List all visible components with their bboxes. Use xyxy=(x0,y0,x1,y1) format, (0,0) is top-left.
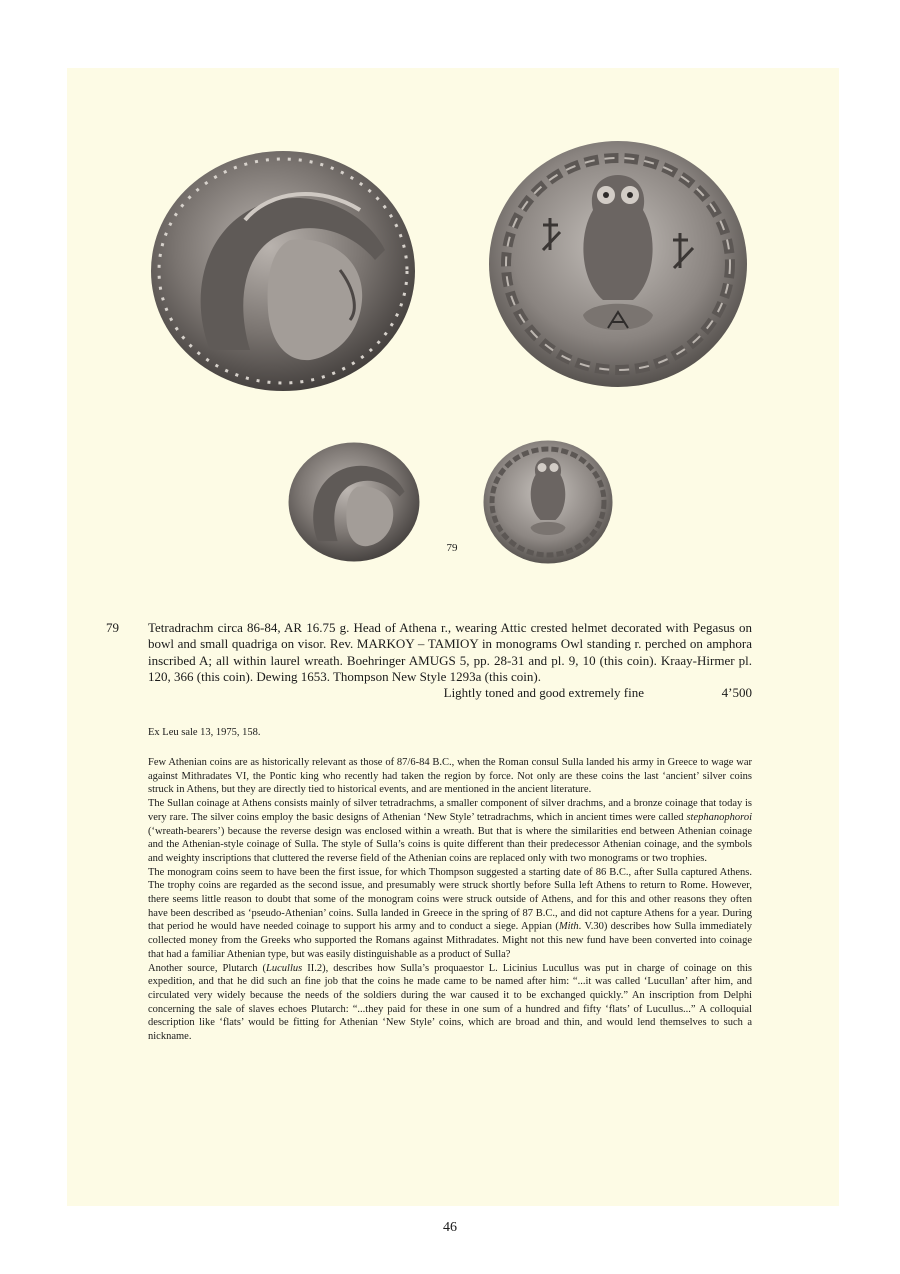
page-number: 46 xyxy=(443,1220,457,1235)
lot-description-text: Tetradrachm circa 86-84, AR 16.75 g. Head of Athena r., wearing Attic crested helmet decorated with Pegasus on bowl and small quadriga on visor. Rev. MARKOY – TAMIOY in monograms Owl standing r. perched on amphora inscribed A; all within laurel wreath. Boehringer AMUGS 5, pp. 28-31 and pl. 9, 10 (this coin). Kraay-Hirmer pl. 120, 366 (this coin). Dewing 1653. Thompson New Style 1293a (this coin). xyxy=(148,620,752,684)
essay xyxy=(148,756,752,1044)
plate-number: 79 xyxy=(446,542,458,554)
grade-line xyxy=(148,685,752,701)
owl-reverse-small-image xyxy=(483,440,613,564)
athena-helmet-icon xyxy=(288,442,420,562)
lot-description xyxy=(148,620,752,701)
essay-paragraph: Another source, Plutarch (Lucullus II.2), describes how Sulla’s proquaestor L. Licinius Lucullus was put in charge of coinage on this expedition, and that he did such an fine job that the coins he made came to be named after him: “...it was called ‘Lucullan’ after him, and circulated very widely because the needs of the soldiers during the war caused it to be exchanged quickly.” An inscription from Delphi concerning the sale of slaves echoes Plutarch: “...they paid for these in one sum of a hundred and fifty ‘flats’ of Lucullus...” A colloquial description like ‘flats’ would be fitting for Athenian ‘New Style’ coins, which are broad and thin, and would lend themselves to such a nickname. xyxy=(148,962,752,1043)
essay-paragraph: Few Athenian coins are as historically relevant as those of 87/6-84 B.C., when the Roman consul Sulla landed his army in Greece to wage war against Mithradates VI, the Pontic king who recently had taken the region by force. Not only are these coins the last ‘ancient’ silver coins struck in Athens, but they are directly tied to historical events, and are mentioned in the ancient literature. xyxy=(148,757,752,796)
lot-number: 79 xyxy=(106,620,119,635)
athena-obverse-large-image xyxy=(150,150,416,392)
grade-text: Lightly toned and good extremely fine xyxy=(443,685,644,701)
owl-reverse-large-image xyxy=(488,140,748,388)
essay-paragraph: The monogram coins seem to have been the first issue, for which Thompson suggested a starting date of 86 B.C., after Sulla captured Athens. The trophy coins are regarded as the second issue, and presumably were struck shortly before Sulla left Athens to return to Rome. However, there seems little reason to doubt that some of the monogram coins were struck outside of Athens, and for this and other reasons they often have been described as ‘pseudo-Athenian’ coins. Sulla landed in Greece in the spring of 87 B.C., and did not capture Athens for a year. During that period he would have needed coinage to support his army and to conduct a siege. Appian (Mith. V.30) describes how Sulla immediately collected money from the Greeks who supported the Romans against Mithradates. Might not this new fund have been converted into coinage that had a familiar Athenian type, but was easily distinguishable as a product of Sulla? xyxy=(148,866,752,960)
owl-wreath-icon xyxy=(488,140,748,388)
provenance: Ex Leu sale 13, 1975, 158. xyxy=(148,727,261,738)
owl-wreath-icon xyxy=(483,440,613,564)
estimate-price: 4’500 xyxy=(721,685,752,701)
athena-obverse-small-image xyxy=(288,442,420,562)
athena-helmet-icon xyxy=(150,150,416,392)
essay-paragraph: The Sullan coinage at Athens consists mainly of silver tetradrachms, a smaller component of silver drachms, and a bronze coinage that today is very rare. The silver coins employ the basic designs of Athenian ‘New Style’ tetradrachms, which in ancient times were called stephanophoroi (‘wreath-bearers’) because the reverse design was enclosed within a wreath. But that is where the similarities end between Athenian coinage and the Athenian-style coinage of Sulla. The style of Sulla’s coins is quite different than their predecessor Athenian coinage, and the symbols and weighty inscriptions that cluttered the reverse field of the Athenian coins are replaced only with two monograms or two trophies. xyxy=(148,798,752,864)
